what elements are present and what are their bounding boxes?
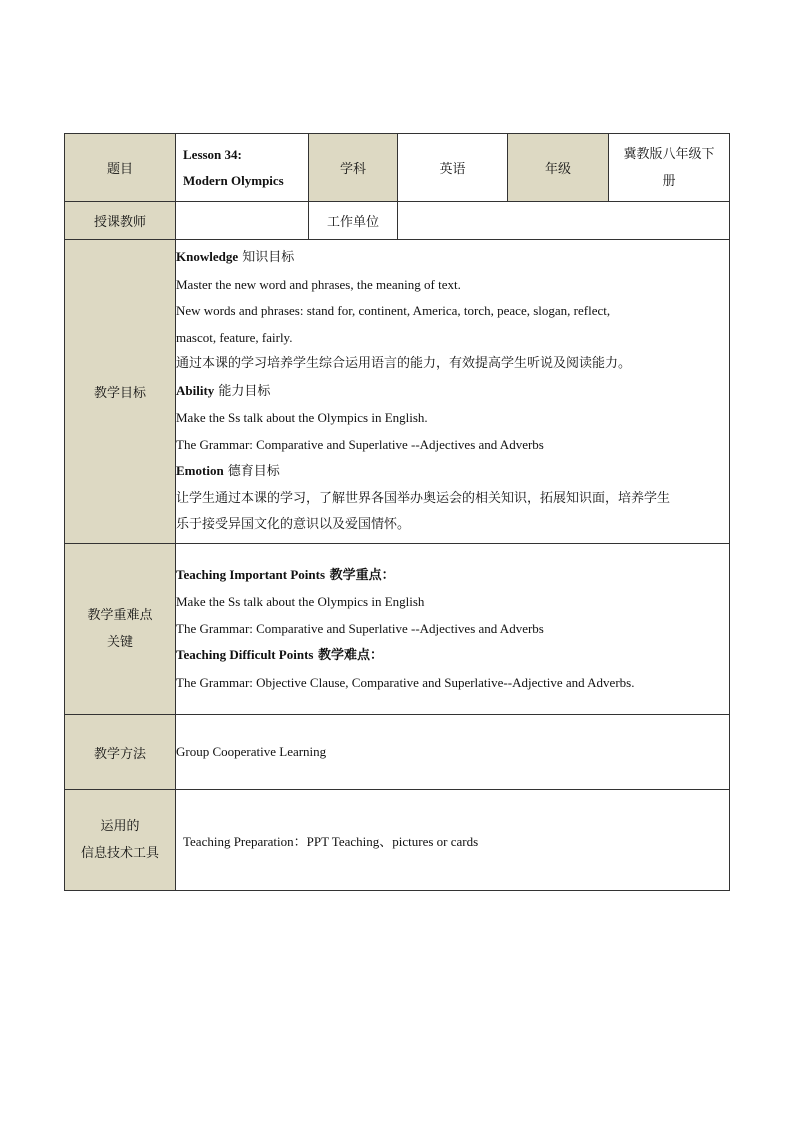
key-points-label-cell: [65, 544, 176, 715]
knowledge-line-3: mascot, feature, fairly.: [176, 329, 293, 345]
grade-value-cell: [609, 134, 730, 202]
method-label: 教学方法: [65, 715, 176, 790]
unit-value: [398, 202, 730, 240]
key-points-label-line2: 关键: [106, 635, 133, 650]
knowledge-line-1: Master the new word and phrases, the meaning of text.: [176, 276, 461, 292]
lesson-title-line1: Lesson 34:: [183, 146, 242, 162]
important-line-1: Make the Ss talk about the Olympics in English: [176, 594, 425, 610]
difficult-line-1: The Grammar: Objective Clause, Comparative and Superlative--Adjective and Adverbs.: [176, 674, 635, 690]
ability-heading: Ability 能力目标: [176, 382, 271, 399]
key-points-row: [65, 544, 730, 715]
teacher-row: [65, 202, 730, 240]
important-line-2: The Grammar: Comparative and Superlative --Adjectives and Adverbs: [176, 620, 544, 636]
unit-label: 工作单位: [309, 202, 398, 240]
key-points-content: [176, 544, 730, 715]
ability-line-2: The Grammar: Comparative and Superlative --Adjectives and Adverbs: [176, 436, 544, 452]
emotion-heading: Emotion 德育目标: [176, 463, 280, 480]
tools-row: [65, 790, 730, 891]
objectives-label: 教学目标: [65, 240, 176, 544]
subject-label: 学科: [309, 134, 398, 202]
method-content: [176, 715, 730, 790]
lesson-title-cell: [176, 134, 309, 202]
knowledge-heading: Knowledge 知识目标: [176, 249, 295, 266]
grade-label: 年级: [508, 134, 609, 202]
method-value: Group Cooperative Learning: [176, 743, 327, 759]
key-points-label-line1: 教学重难点: [87, 608, 153, 623]
subject-value: 英语: [398, 134, 508, 202]
tools-value: Teaching Preparation：PPT Teaching、pictures or cards: [183, 833, 479, 849]
ability-line-1: Make the Ss talk about the Olympics in English.: [176, 410, 428, 426]
tools-content: [176, 790, 730, 891]
difficult-heading: Teaching Difficult Points 教学难点：: [176, 647, 384, 664]
tools-label-line2: 信息技术工具: [80, 846, 159, 861]
objectives-row: [65, 240, 730, 544]
header-row: [65, 134, 730, 202]
objectives-content: [176, 240, 730, 544]
tools-label-line1: 运用的: [100, 819, 140, 834]
tools-label-cell: [65, 790, 176, 891]
method-row: [65, 715, 730, 790]
grade-value-line1: 冀教版八年级下: [623, 146, 715, 162]
topic-label: 题目: [65, 134, 176, 202]
teacher-value: [176, 202, 309, 240]
lesson-title-line2: Modern Olympics: [183, 172, 284, 188]
important-heading: Teaching Important Points 教学重点：: [176, 566, 395, 583]
grade-value-line2: 册: [662, 173, 676, 189]
lesson-plan-table: [64, 133, 730, 891]
emotion-line-1: 让学生通过本课的学习，了解世界各国举办奥运会的相关知识，拓展知识面，培养学生: [176, 490, 671, 506]
knowledge-line-2: New words and phrases: stand for, continent, America, torch, peace, slogan, reflect,: [176, 303, 611, 319]
knowledge-line-4: 通过本课的学习培养学生综合运用语言的能力，有效提高学生听说及阅读能力。: [176, 356, 632, 372]
emotion-line-2: 乐于接受异国文化的意识以及爱国情怀。: [176, 517, 411, 533]
teacher-label: 授课教师: [65, 202, 176, 240]
